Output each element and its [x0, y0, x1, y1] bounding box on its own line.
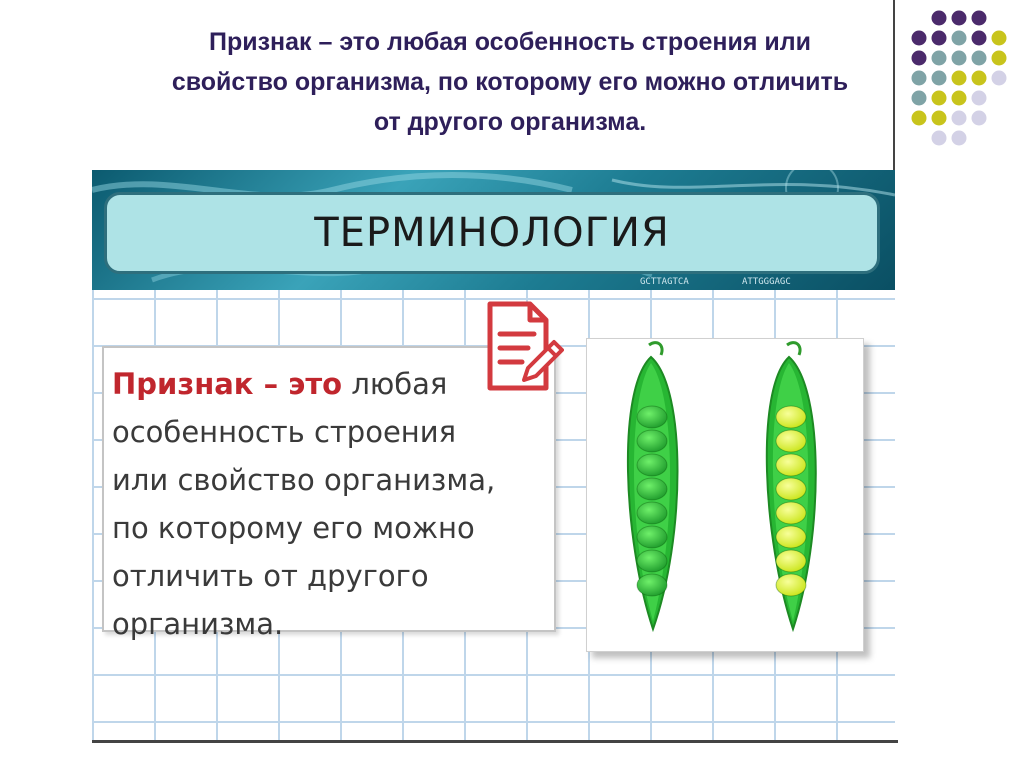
pea: [776, 478, 806, 500]
decorative-dot: [992, 51, 1007, 66]
dna-code-label: GCTTAGTCA: [640, 277, 689, 287]
definition-line: организма.: [112, 607, 284, 641]
yellow-pea-pod-icon: [767, 343, 816, 629]
definition-line: любая: [342, 367, 448, 401]
pea: [776, 502, 806, 524]
pea: [637, 478, 667, 500]
document-pencil-icon: [484, 300, 564, 394]
pea: [776, 430, 806, 452]
decorative-divider: [893, 0, 895, 170]
pea: [637, 430, 667, 452]
definition-term: Признак – это: [112, 367, 343, 401]
pea: [776, 550, 806, 572]
title-line: от другого организма.: [373, 108, 647, 136]
pea: [776, 406, 806, 428]
banner-title: ТЕРМИНОЛОГИЯ: [314, 210, 670, 256]
pea: [637, 550, 667, 572]
definition-line: или свойство организма,: [112, 463, 496, 497]
definition-line: особенность строения: [112, 415, 457, 449]
definition-line: по которому его можно: [112, 511, 475, 545]
terminology-picture: [92, 170, 895, 742]
definition-line: отличить от другого: [112, 559, 429, 593]
pea: [776, 574, 806, 596]
banner-title-box: [104, 192, 880, 274]
pea: [776, 526, 806, 548]
dna-code-label: ATTGGGAGC: [742, 277, 791, 287]
decorative-dot: [992, 71, 1007, 86]
pea: [637, 502, 667, 524]
pea: [776, 454, 806, 476]
banner-background: [92, 170, 895, 290]
pea: [637, 526, 667, 548]
pea-pods-image: [586, 338, 864, 652]
pea: [637, 574, 667, 596]
definition-text: [112, 360, 544, 648]
pea: [637, 454, 667, 476]
title-line: Признак – это любая особенность строения или: [208, 28, 811, 56]
title-line: свойство организма, по которому его можно отличить: [171, 68, 849, 96]
pea: [637, 406, 667, 428]
green-pea-pod-icon: [628, 343, 678, 629]
bottom-divider: [92, 740, 898, 743]
slide-title: [40, 22, 980, 142]
decorative-dot: [992, 31, 1007, 46]
